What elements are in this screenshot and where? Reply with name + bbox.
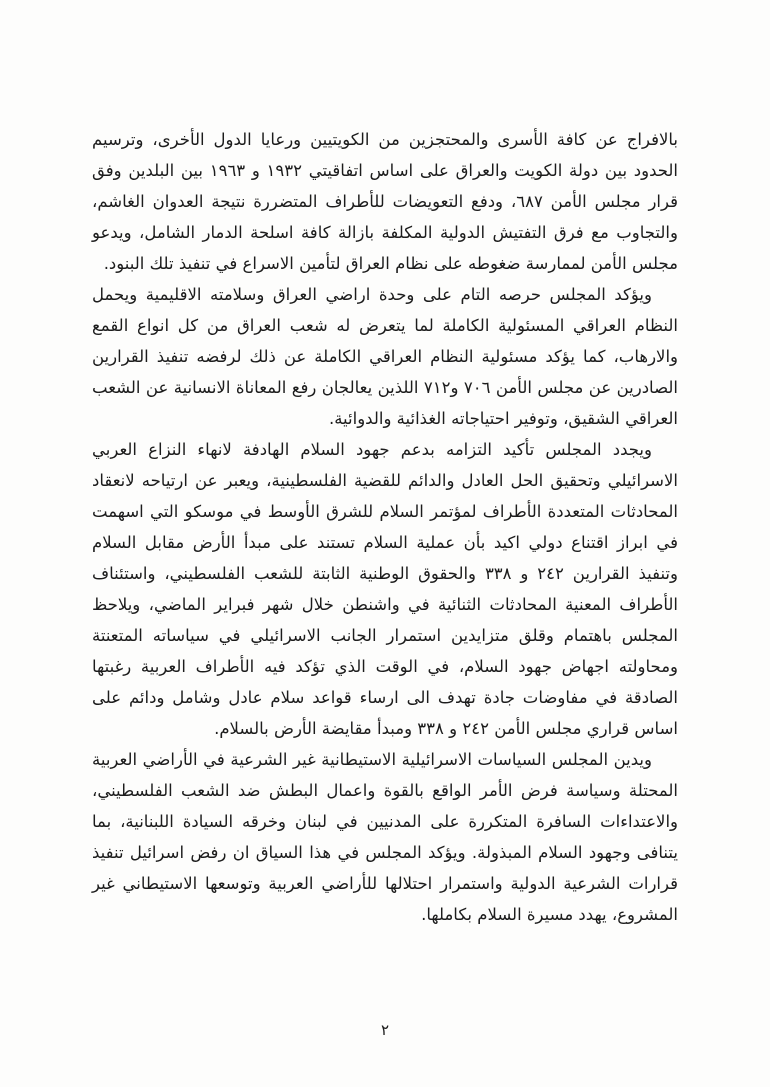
paragraph-continuation: بالافراج عن كافة الأسرى والمحتجزين من الكويتيين ورعايا الدول الأخرى، وترسيم الحدود بين دولة الكويت والعراق على اساس اتفاقيتي ١٩٣٢ و ١٩٦٣ بين البلدين وفق قرار مجلس الأمن ٦٨٧، ودفع التعويضات للأطراف المتضررة نتيجة العدوان الغاشم، والتجاوب مع فرق التفتيش الدولية المكلفة بازالة كافة اسلحة الدمار الشامل، ويدعو مجلس الأمن لممارسة ضغوطه على نظام العراق لتأمين الاسراع في تنفيذ تلك البنود. — [92, 130, 678, 273]
paragraph-condemnation-settlements: ويدين المجلس السياسات الاسرائيلية الاستيطانية غير الشرعية في الأراضي العربية المحتلة وسياسة فرض الأمر الواقع بالقوة واعمال البطش ضد الشعب الفلسطيني، والاعتداءات السافرة المتكررة على المدنيين في لبنان وخرقه السيادة اللبنانية، بما يتنافى وجهود السلام المبذولة. ويؤكد المجلس في هذا السياق ان رفض اسرائيل تنفيذ قرارات الشرعية الدولية واستمرار احتلالها للأراضي العربية وتوسعها الاستيطاني غير المشروع، يهدد مسيرة السلام بكاملها. — [92, 750, 678, 924]
paragraph-iraq-sovereignty: ويؤكد المجلس حرصه التام على وحدة اراضي العراق وسلامته الاقليمية ويحمل النظام العراقي المسئولية الكاملة لما يتعرض له شعب العراق من كل انواع القمع والارهاب، كما يؤكد مسئولية النظام العراقي الكاملة عن ذلك لرفضه تنفيذ القرارين الصادرين عن مجلس الأمن ٧٠٦ و٧١٢ اللذين يعالجان رفع المعاناة الانسانية عن الشعب العراقي الشقيق، وتوفير احتياجاته الغذائية والدوائية. — [92, 285, 678, 428]
document-body-text — [92, 124, 678, 930]
page-number: ٢ — [380, 1021, 390, 1039]
paragraph-peace-process: ويجدد المجلس تأكيد التزامه بدعم جهود السلام الهادفة لانهاء النزاع العربي الاسرائيلي وتحقيق الحل العادل والدائم للقضية الفلسطينية، ويعبر عن ارتياحه لانعقاد المحادثات المتعددة الأطراف لمؤتمر السلام للشرق الأوسط في موسكو التي اسهمت في ابراز اقتناع دولي اكيد بأن عملية السلام تستند على مبدأ الأرض مقابل السلام وتنفيذ القرارين ٢٤٢ و ٣٣٨ والحقوق الوطنية الثابتة للشعب الفلسطيني، واستئناف الأطراف المعنية المحادثات الثنائية في واشنطن خلال شهر فبراير الماضي، ويلاحظ المجلس باهتمام وقلق متزايدين استمرار الجانب الاسرائيلي في سياساته المتعنتة ومحاولته اجهاض جهود السلام، في الوقت الذي تؤكد فيه الأطراف العربية رغبتها الصادقة في مفاوضات جادة تهدف الى ارساء قواعد سلام عادل وشامل ودائم على اساس قراري مجلس الأمن ٢٤٢ و ٣٣٨ ومبدأ مقايضة الأرض بالسلام. — [92, 440, 678, 738]
